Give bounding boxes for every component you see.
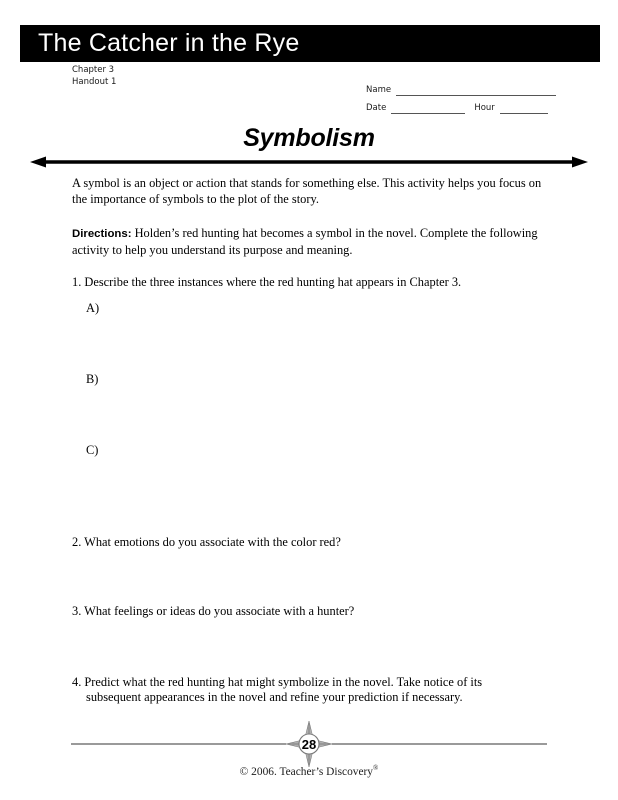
name-label: Name [366,85,392,95]
intro-paragraph: A symbol is an object or action that stands for something else. This activity helps you focus on the importance of symbols to the plot of the story. [72,176,542,206]
subitem-c-label: C) [86,442,99,457]
question-1-text: Describe the three instances where the red hunting hat appears in Chapter 3. [84,275,462,289]
book-title-banner [20,25,600,62]
date-input-line[interactable] [391,102,465,114]
handout-meta [72,64,116,88]
question-3[interactable] [72,604,548,620]
question-4-text-line2: subsequent appearances in the novel and refine your prediction if necessary. [86,690,463,704]
question-4[interactable] [72,675,548,706]
name-input-line[interactable] [396,84,556,96]
page-footer [0,726,618,796]
question-3-text: What feelings or ideas do you associate with a hunter? [84,604,355,618]
student-info-fields [366,78,556,114]
date-hour-field-row [366,96,556,114]
footer-rule-left [71,743,286,745]
directions-label: Directions: [72,228,132,240]
copyright-text: © 2006. Teacher’s Discovery [239,765,373,778]
question-4-text: Predict what the red hunting hat might symbolize in the novel. Take notice of its [84,674,483,689]
hour-label: Hour [474,103,495,113]
question-1-subitems [72,291,548,513]
worksheet-body [72,176,548,706]
chapter-label: Chapter 3 [72,65,115,75]
name-field-row [366,78,556,96]
page-title: Symbolism [243,124,375,152]
question-4-number: 4. [72,674,82,689]
question-1-number: 1. [72,275,82,289]
page-number: 28 [301,736,317,752]
double-arrow-divider [30,152,588,172]
date-label: Date [366,103,387,113]
question-2-text: What emotions do you associate with the color red? [84,534,341,549]
book-title: The Catcher in the Rye [38,29,300,57]
subitem-b[interactable] [72,371,548,442]
handout-label: Handout 1 [72,77,117,87]
subitem-b-label: B) [86,371,99,386]
question-2-number: 2. [72,534,82,549]
page-number-badge [286,721,332,767]
subitem-a-label: A) [86,300,100,315]
footer-rule-right [332,743,547,745]
footer-rule-group [0,726,618,762]
registered-trademark-mark: ® [373,764,379,772]
hour-input-line[interactable] [500,102,548,114]
directions-paragraph [72,226,548,258]
subitem-a[interactable] [72,291,548,371]
question-2[interactable] [72,535,548,551]
question-1 [72,275,548,513]
directions-text: Holden’s red hunting hat becomes a symbol in the novel. Complete the following activity to help you understand its purpose and meaning. [72,226,538,257]
copyright-line [0,764,618,778]
question-1-prompt [72,275,548,291]
subitem-c[interactable] [72,442,548,513]
question-3-number: 3. [72,604,82,618]
